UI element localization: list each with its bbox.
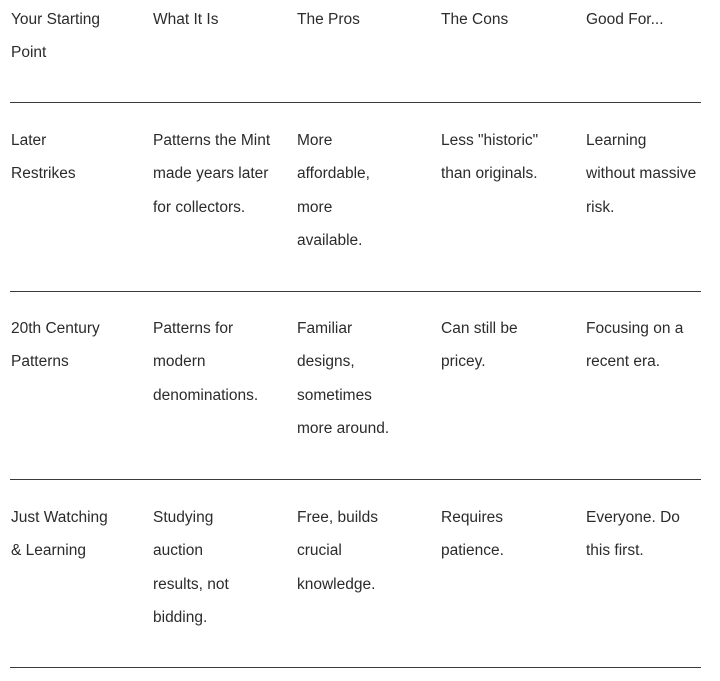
cell-pros: Free, builds crucial knowledge. xyxy=(297,509,378,593)
cell-cons: Less "historic" than originals. xyxy=(441,132,539,183)
cell-good-for: Focusing on a recent era. xyxy=(586,320,684,371)
cell-what-it-is: Patterns the Mint made years later for collectors. xyxy=(153,132,271,216)
header-good-for: Good For... xyxy=(586,11,664,28)
cell-starting-point: Just Watching & Learning xyxy=(11,509,108,560)
cell-what-it-is: Patterns for modern denominations. xyxy=(153,320,259,404)
cell-pros: More affordable, more available. xyxy=(297,132,370,249)
row-divider xyxy=(10,291,701,292)
header-starting-point: Your Starting Point xyxy=(11,11,101,62)
cell-pros: Familiar designs, sometimes more around. xyxy=(297,320,390,437)
row-divider xyxy=(10,479,701,480)
cell-good-for: Everyone. Do this first. xyxy=(586,509,680,560)
cell-starting-point: Later Restrikes xyxy=(11,132,76,183)
row-divider xyxy=(10,102,701,103)
cell-starting-point: 20th Century Patterns xyxy=(11,320,100,371)
header-what-it-is: What It Is xyxy=(153,11,219,28)
cell-good-for: Learning without massive risk. xyxy=(586,132,697,216)
cell-cons: Can still be pricey. xyxy=(441,320,518,371)
header-cons: The Cons xyxy=(441,11,509,28)
row-divider xyxy=(10,667,701,668)
header-pros: The Pros xyxy=(297,11,360,28)
cell-what-it-is: Studying auction results, not bidding. xyxy=(153,509,229,626)
cell-cons: Requires patience. xyxy=(441,509,504,560)
